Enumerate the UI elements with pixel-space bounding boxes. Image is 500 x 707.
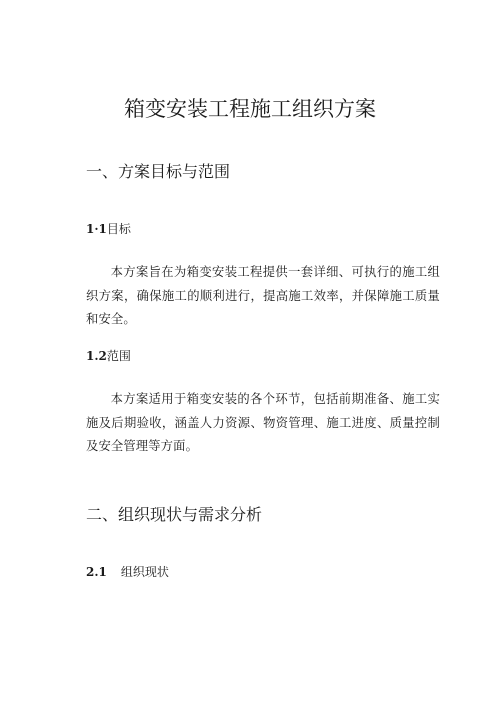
subsection-title: 组织现状 [120, 565, 169, 579]
subsection-body-1-2: 本方案适用于箱变安装的各个环节，包括前期准备、施工实施及后期验收，涵盖人力资源、物资管理、施工进度、质量控制及安全管理等方面。 [86, 392, 440, 453]
subsection-number: 2.1 [86, 565, 107, 579]
document-title: 箱变安装工程施工组织方案 [124, 97, 376, 121]
subsection-title: 范围 [106, 349, 131, 363]
subsection-number: 1.2 [86, 349, 107, 363]
subsection-heading-1-2 [86, 348, 131, 364]
subsection-number: 1·1 [86, 222, 107, 236]
subsection-heading-1-1 [86, 221, 131, 237]
subsection-title: 目标 [106, 222, 131, 236]
section-heading-2: 二、组织现状与需求分析 [86, 505, 263, 524]
subsection-body-1-1: 本方案旨在为箱变安装工程提供一套详细、可执行的施工组织方案，确保施工的顺利进行，提高施工效率，并保障施工质量和安全。 [86, 265, 440, 326]
section-heading-1: 一、方案目标与范围 [86, 162, 231, 181]
subsection-heading-2-1 [86, 564, 169, 580]
